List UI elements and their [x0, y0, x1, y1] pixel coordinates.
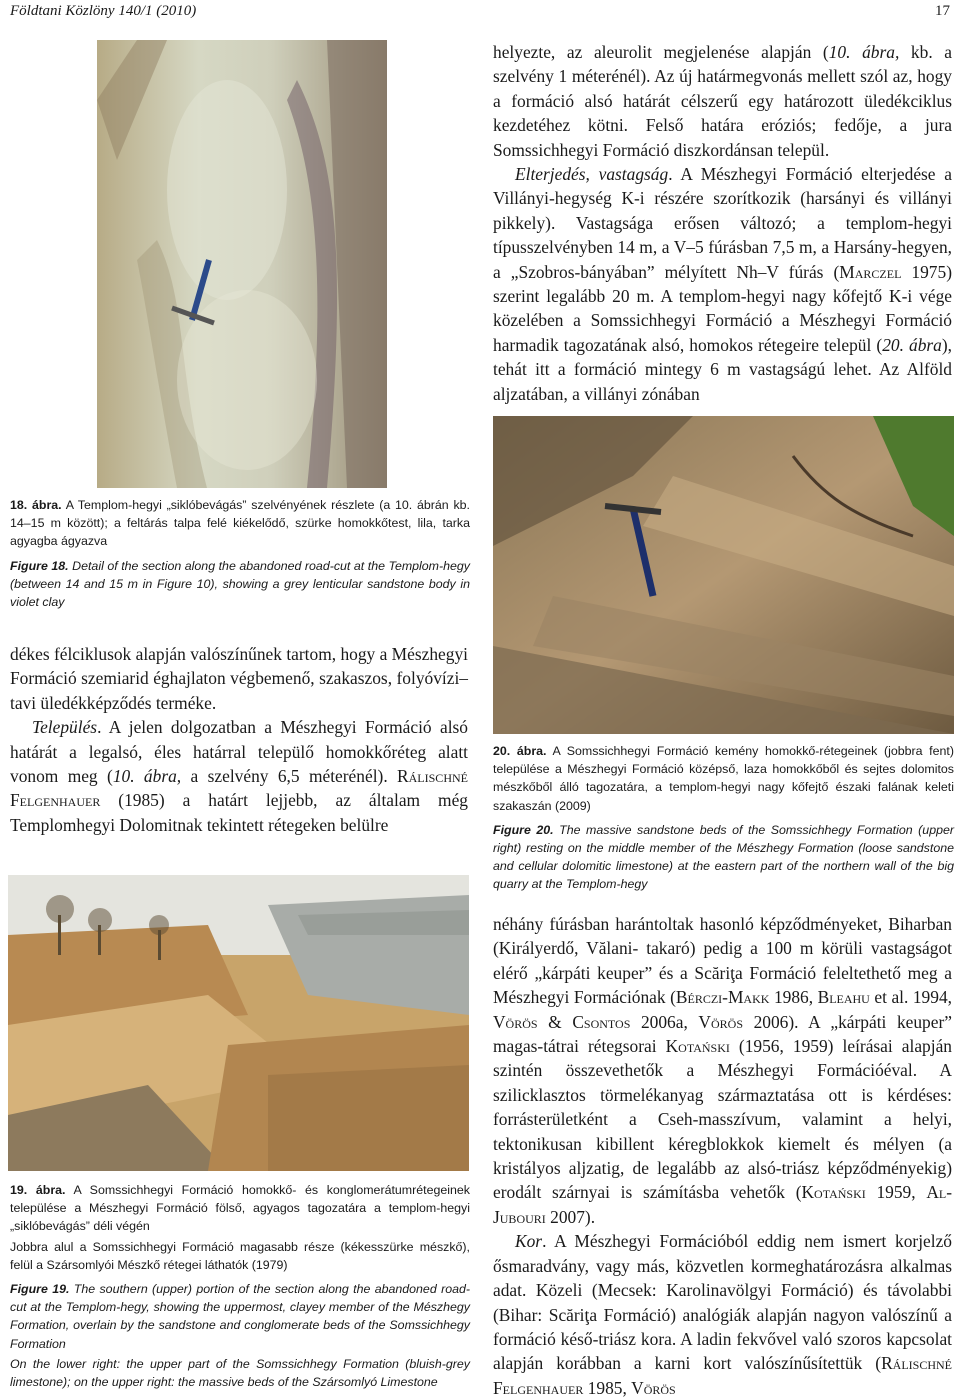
- author-name: Rálischné Felgenhauer: [493, 1353, 952, 1398]
- road-cut-photo-image: [8, 875, 469, 1171]
- caption-hu: A Somssichhegyi Formáció homokkő- és konglomerátumrétegeinek települése a Mészhegyi Formáció fölső, agyagos tagozatára a templom-hegyi „siklóbevágás” déli végén: [10, 1183, 470, 1234]
- figure-label: 18. ábra.: [10, 498, 62, 512]
- author-name: Vörös: [493, 1011, 538, 1032]
- paragraph: helyezte, az aleurolit megjelenése alapján (10. ábra, kb. a szelvény 1 méterénél). Az új határmegvonás mellett szól az, hogy a formáció alsó határát célszerű egy határozott üledékciklus kezdetéhez kötni. Felső határa eróziós; fedője, a jura Somssichhegyi Formáció diszkordánsan települ.: [493, 42, 953, 160]
- caption-en: The southern (upper) portion of the section along the abandoned road-cut at the Templom-hegy, showing the uppermost, clayey member of the Mészhegy Formation, overlain by the sandstone and conglomerate beds of the Somssichhegy Formation: [10, 1282, 470, 1351]
- author-name: Bleahu: [817, 987, 870, 1008]
- caption-hu: A Somssichhegyi Formáció kemény homokkő-rétegeinek (jobbra fent) települése a Mészhegyi Formáció középső, laza homokkőből és sejtes dolomitos mészkőből álló tagozatára, a templom-hegyi nagy kőfejtő északi falának keleti szakaszán (2009): [493, 744, 954, 813]
- paragraph: Település. A jelen dolgozatban a Mészhegyi Formáció alsó határát a legalsó, éles határral települő homokkőréteg alatt vonom meg (10. ábra, a szelvény 6,5 méterénél). Rálischné Felgenhauer (1985) a határt lejjebb, az általam még Templomhegyi Dolomitnak tekintett rétegeken belülre: [10, 717, 468, 835]
- right-column-top-text: [493, 40, 952, 406]
- paragraph: dékes félciklusok alapján valószínűnek tartom, hogy a Mészhegyi Formáció szemiarid éghajlaton végbemenő, szakaszos, folyóvízi–tavi üledékképződés terméke.: [10, 644, 468, 713]
- figure-label-en: Figure 19.: [10, 1282, 70, 1297]
- right-column-bottom-text: [493, 912, 952, 1400]
- italic-run: 20. ábra: [882, 334, 942, 355]
- author-name: Kotański: [665, 1036, 730, 1057]
- italic-run: Elterjedés, vastagság: [515, 164, 669, 185]
- caption-hu: A Templom-hegyi „siklóbevágás” szelvényének részlete (a 10. ábrán kb. 14–15 m között); a feltárás talpa felé kiékelődő, szürke homokkőtest, lila, tarka agyagba ágyazva: [10, 498, 470, 549]
- figure-20-photo: [493, 416, 954, 734]
- caption-en: Detail of the section along the abandoned road-cut at the Templom-hegy (between 14 and 15 m in Figure 10), showing a grey lenticular sandstone body in violet clay: [10, 558, 471, 610]
- figure-19-photo: [8, 875, 469, 1171]
- caption-en: The massive sandstone beds of the Somssichhegy Formation (upper right) resting on the middle member of the Mészhegy Formation (loose sandstone and cellular dolomitic limestone) at the eastern part of the northern wall of the big quarry at the Templom-hegy: [493, 822, 954, 892]
- paragraph: Kor. A Mészhegyi Formációból eddig nem ismert korjelző ősmaradvány, vagy más, közvetlen kormeghatározásra alkalmas adat. Közeli (Mecsek: Karolinavölgyi Formáció) és távolabbi (Bihar: Scăriţa Formáció) analógiák alapján nagyon valószínű a formáció késő-triász kora. A ladin fekvővel való szoros kapcsolat alapján korábban a karni kort valószínűsítettük (Rálischné Felgenhauer 1985, Vörös: [493, 1231, 952, 1398]
- paragraph: Elterjedés, vastagság. A Mészhegyi Formáció elterjedése a Villányi-hegység K-i részére szorítkozik (harsányi és villányi pikkely). Vastagsága erősen változó; a templom-hegyi típusszelvényben 14 m, a V–5 fúrásban 7,5 m, a Harsány-hegyen, a „Szobros-bányában” mélyített Nh–V fúrás (Marczel 1975) szerint legalább 20 m. A templom-hegyi nagy kőfejtő K-i vége közelében a Somssichhegyi Formáció a Mészhegyi Formáció harmadik tagozatának alsó, homokos rétegeire települ (20. ábra), tehát itt a formáció mintegy 6 m vastagságú lehet. Az Alföld aljzatában, a villányi zónában: [493, 164, 952, 404]
- italic-run: Kor: [515, 1231, 543, 1252]
- caption-en-note: On the lower right: the upper part of the Somssichhegy Formation (bluish-grey limestone); on the upper right: the massive beds of the Szársomlyó Limestone: [10, 1356, 470, 1390]
- outcrop-photo-image: [97, 40, 387, 488]
- sandstone-beds-photo-image: [493, 416, 954, 734]
- running-header: [10, 0, 950, 26]
- author-name: Rálischné Felgenhauer: [10, 766, 468, 811]
- author-name: Kotański: [801, 1182, 866, 1203]
- author-name: Al-Jubouri: [493, 1182, 952, 1227]
- author-name: Vörös: [698, 1011, 743, 1032]
- italic-run: Település: [32, 717, 98, 738]
- figure-18-photo: [97, 40, 387, 488]
- left-column-middle-text: [10, 642, 468, 837]
- author-name: Bérczi-Makk: [675, 987, 770, 1008]
- figure-label-en: Figure 18.: [10, 558, 69, 573]
- paragraph: néhány fúrásban harántoltak hasonló képződményeket, Biharban (Királyerdő, Vălani- takaró) pedig a 100 m körüli vastagságot elérő „kárpáti keuper” és a Scăriţa Formáció feleltethető meg a Mészhegyi Formációnak (Bérczi-Makk 1986, Bleahu et al. 1994, Vörös & Csontos 2006a, Vörös 2006). A „kárpáti keuper” magas-tátrai rétegsorai Kotański (1956, 1959) leírásai alapján szintén összevethetők a Mészhegyi Formációéval. A szilicklasztos törmelékanyag származtatása ott is kérdéses: forrásterületként a Cseh-masszívum, valamint a helyi, tektonikusan kibillent kéregblokkok kiemelt és mélyen (a kristályos aljzatig, de legalább az alsó-triász képződményekig) erodált szárnyai is számításba vehetők (Kotański 1959, Al-Jubouri 2007).: [493, 914, 952, 1227]
- figure-label: 20. ábra.: [493, 744, 547, 758]
- italic-run: 10. ábra,: [112, 766, 182, 787]
- figure-19-caption: [10, 1181, 470, 1393]
- figure-18-caption: [10, 496, 470, 613]
- figure-20-caption: [493, 742, 954, 896]
- figure-label-en: Figure 20.: [493, 822, 554, 837]
- italic-run: 10. ábra,: [828, 42, 900, 62]
- journal-title: Földtani Közlöny 140/1 (2010): [10, 3, 197, 19]
- author-name: Vörös: [631, 1377, 676, 1398]
- author-name: Csontos: [572, 1011, 631, 1032]
- author-name: Marczel: [839, 261, 902, 282]
- caption-hu-note: Jobbra alul a Somssichhegyi Formáció magasabb része (kékesszürke mészkő), felül a Szársomlyói Mészkő rétegei láthatók (1979): [10, 1239, 470, 1272]
- page-number: 17: [935, 3, 950, 19]
- figure-label: 19. ábra.: [10, 1183, 66, 1197]
